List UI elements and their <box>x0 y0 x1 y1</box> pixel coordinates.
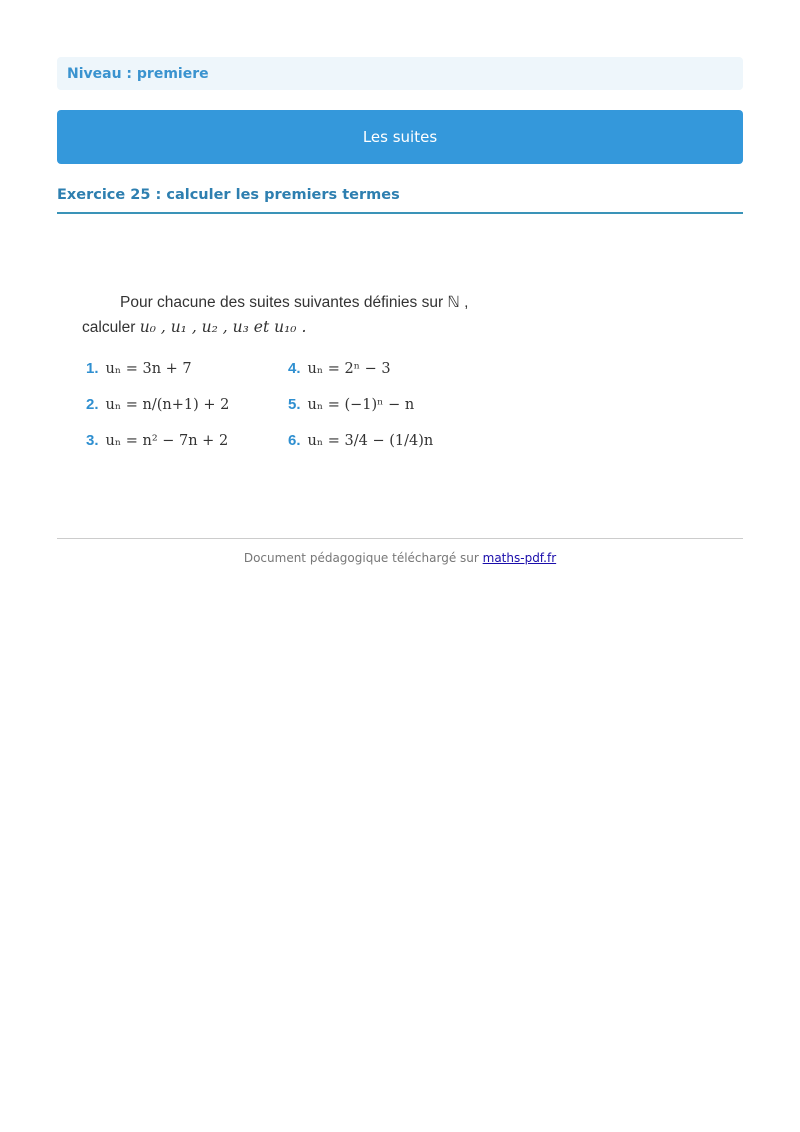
list-item <box>288 394 414 416</box>
item-number: 1. <box>86 360 99 377</box>
item-expression: uₙ = 3n + 7 <box>105 361 192 377</box>
footer-text: Document pédagogique téléchargé sur <box>243 551 483 565</box>
item-expression: uₙ = 3/4 − (1/4)n <box>307 433 434 449</box>
chapter-title: Les suites <box>362 128 438 146</box>
footer-divider <box>57 538 743 539</box>
chapter-banner <box>57 110 743 164</box>
item-number: 5. <box>288 396 301 413</box>
exercise-intro <box>82 290 512 340</box>
list-item <box>86 430 228 452</box>
item-expression: uₙ = n/(n+1) + 2 <box>105 397 230 413</box>
intro-line-1: Pour chacune des suites suivantes définies sur ℕ , <box>120 294 469 311</box>
level-box <box>57 57 743 90</box>
item-expression: uₙ = (−1)ⁿ − n <box>307 397 415 413</box>
exercise-statement <box>72 282 512 467</box>
item-expression: uₙ = n² − 7n + 2 <box>105 433 229 449</box>
item-number: 2. <box>86 396 99 413</box>
list-item <box>86 394 229 416</box>
footer <box>57 551 743 565</box>
level-label: Niveau : premiere <box>67 65 209 82</box>
intro-prefix: calculer <box>82 319 140 336</box>
item-number: 6. <box>288 432 301 449</box>
list-item <box>86 358 192 380</box>
list-item <box>288 358 391 380</box>
item-number: 4. <box>288 360 301 377</box>
intro-line-2 <box>82 315 512 340</box>
footer-link[interactable]: maths-pdf.fr <box>482 551 557 565</box>
intro-terms: u₀ , u₁ , u₂ , u₃ et u₁₀ . <box>139 318 307 336</box>
item-number: 3. <box>86 432 99 449</box>
list-item <box>288 430 433 452</box>
exercise-title: Exercice 25 : calculer les premiers termes <box>57 186 743 214</box>
item-expression: uₙ = 2ⁿ − 3 <box>307 361 391 377</box>
